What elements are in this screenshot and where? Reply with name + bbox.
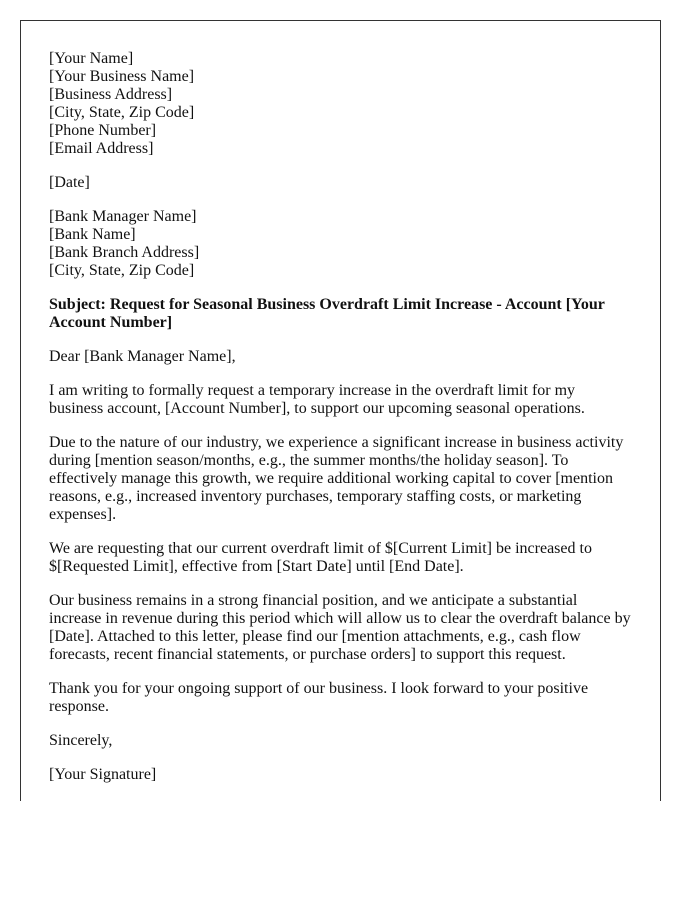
closing: Sincerely, [49,732,113,749]
body-paragraph-5: Thank you for your ongoing support of our business. I look forward to your positive response. [49,680,589,715]
sender-phone: [Phone Number] [49,122,157,139]
date-block [49,174,633,192]
recipient-branch-address: [Bank Branch Address] [49,244,200,261]
sender-name: [Your Name] [49,50,134,67]
sender-business-address: [Business Address] [49,86,173,103]
body-paragraph-3: We are requesting that our current overdraft limit of $[Current Limit] be increased to $[Requested Limit], effective from [Start Date] until [End Date]. [49,540,592,575]
recipient-bank-name: [Bank Name] [49,226,136,243]
letter-page [20,20,661,801]
signature: [Your Signature] [49,766,157,783]
body-paragraph-1: I am writing to formally request a temporary increase in the overdraft limit for my business account, [Account Number], to support our upcoming seasonal operations. [49,382,585,417]
letter-date: [Date] [49,174,90,191]
sender-address-block [49,50,633,158]
sender-business-name: [Your Business Name] [49,68,195,85]
body-paragraph-2: Due to the nature of our industry, we experience a significant increase in business activity during [mention season/months, e.g., the summer months/the holiday season]. To effectively manage this growth, we require additional working capital to cover [mention reasons, e.g., increased inventory purchases, temporary staffing costs, or marketing expenses]. [49,434,624,523]
letter-content [49,50,633,800]
body-paragraph-4: Our business remains in a strong financial position, and we anticipate a substantial increase in revenue during this period which will allow us to clear the overdraft balance by [Date]. Attached to this letter, please find our [mention attachments, e.g., cash flow forecasts, recent financial statements, or purchase orders] to support this request. [49,592,631,663]
sender-city-state-zip: [City, State, Zip Code] [49,104,195,121]
recipient-city-state-zip: [City, State, Zip Code] [49,262,195,279]
recipient-address-block [49,208,633,280]
recipient-manager-name: [Bank Manager Name] [49,208,197,225]
salutation: Dear [Bank Manager Name], [49,348,236,365]
subject-line: Subject: Request for Seasonal Business Overdraft Limit Increase - Account [Your Account Number] [49,296,605,331]
sender-email: [Email Address] [49,140,154,157]
